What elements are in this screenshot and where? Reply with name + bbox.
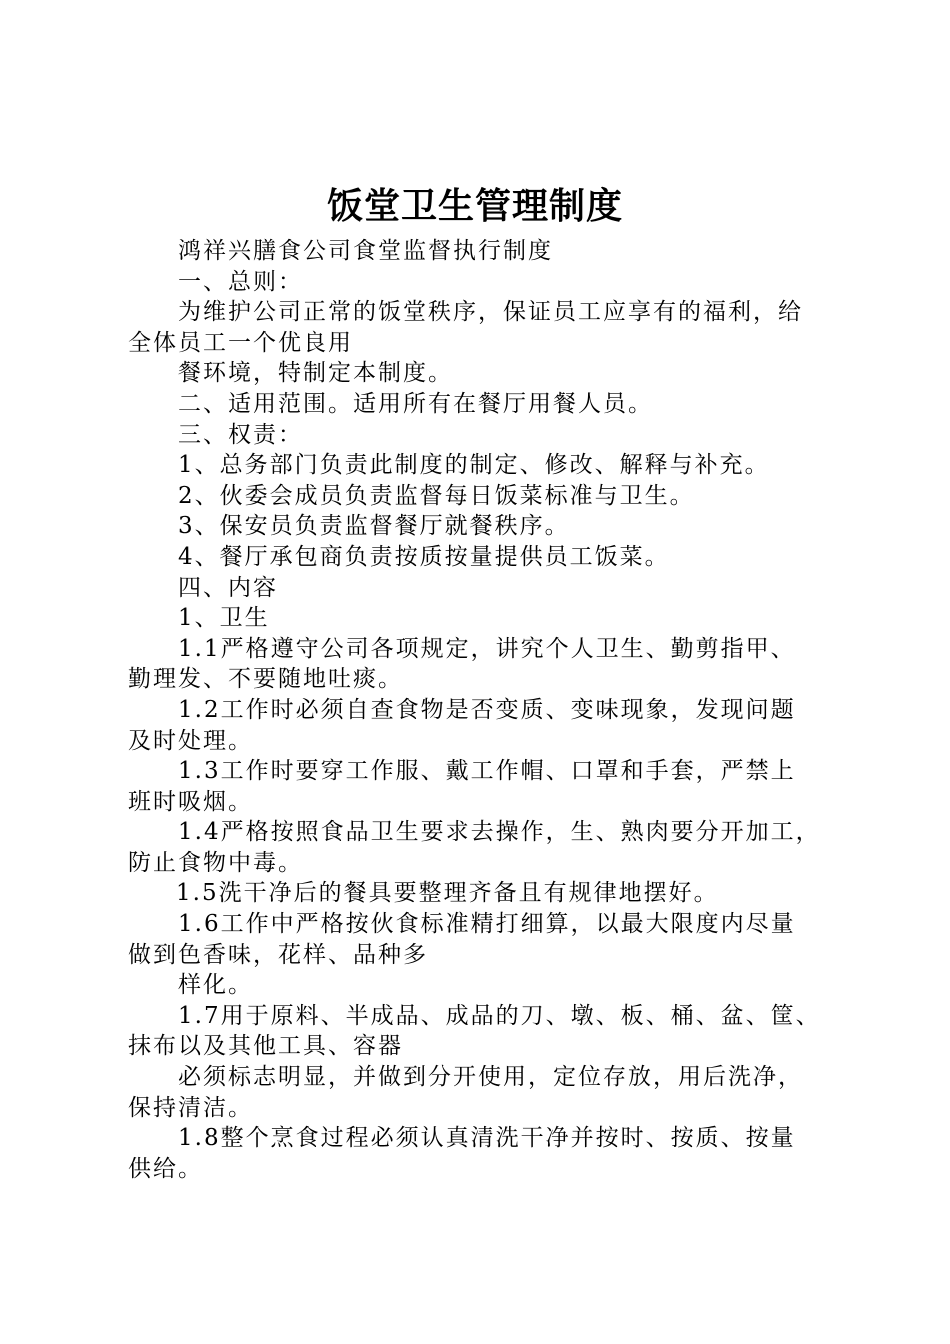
paragraph-line: 保持清洁。: [128, 1094, 253, 1121]
paragraph-line: 供给。: [128, 1155, 203, 1182]
section-heading: 四、内容: [178, 574, 278, 601]
paragraph-line: 勤理发、不要随地吐痰。: [128, 666, 403, 693]
paragraph-line: 为维护公司正常的饭堂秩序，保证员工应享有的福利，给: [178, 299, 803, 326]
rule-item: 1.3工作时要穿工作服、戴工作帽、口罩和手套，严禁上: [178, 758, 796, 785]
paragraph-line: 全体员工一个优良用: [128, 329, 353, 356]
rule-item: 1.8整个烹食过程必须认真清洗干净并按时、按质、按量: [178, 1125, 796, 1152]
paragraph-line: 班时吸烟。: [128, 788, 253, 815]
paragraph-line: 餐环境，特制定本制度。: [178, 360, 453, 387]
rule-item: 1.6工作中严格按伙食标准精打细算，以最大限度内尽量: [178, 911, 796, 938]
paragraph-line: 做到色香味，花样、品种多: [128, 941, 428, 968]
section-heading: 一、总则：: [178, 268, 303, 295]
rule-item: 1.4严格按照食品卫生要求去操作，生、熟肉要分开加工，: [178, 819, 821, 846]
section-heading: 三、权责：: [178, 421, 303, 448]
paragraph-line: 样化。: [178, 972, 253, 999]
paragraph-line: 及时处理。: [128, 727, 253, 754]
list-item: 4、餐厅承包商负责按质按量提供员工饭菜。: [178, 543, 670, 570]
list-item: 3、保安员负责监督餐厅就餐秩序。: [178, 513, 570, 540]
paragraph-line: 抹布以及其他工具、容器: [128, 1033, 403, 1060]
paragraph-line: 防止食物中毒。: [128, 849, 303, 876]
section-heading: 二、适用范围。适用所有在餐厅用餐人员。: [178, 390, 653, 417]
company-line: 鸿祥兴膳食公司食堂监督执行制度: [178, 238, 553, 264]
paragraph-line: 必须标志明显，并做到分开使用，定位存放，用后洗净，: [178, 1064, 803, 1091]
rule-item: 1.1严格遵守公司各项规定，讲究个人卫生、勤剪指甲、: [178, 635, 796, 662]
rule-item: 1.5洗干净后的餐具要整理齐备且有规律地摆好。: [176, 880, 719, 907]
document-body: [128, 236, 833, 1184]
document-title: 饭堂卫生管理制度: [326, 186, 623, 227]
rule-item: 1.7用于原料、半成品、成品的刀、墩、板、桶、盆、筐、: [178, 1002, 821, 1029]
list-item: 1、总务部门负责此制度的制定、修改、解释与补充。: [178, 452, 770, 479]
rule-item: 1.2工作时必须自查食物是否变质、变味现象，发现问题: [178, 696, 796, 723]
subsection-heading: 1、卫生: [178, 605, 270, 632]
list-item: 2、伙委会成员负责监督每日饭菜标准与卫生。: [178, 482, 695, 509]
